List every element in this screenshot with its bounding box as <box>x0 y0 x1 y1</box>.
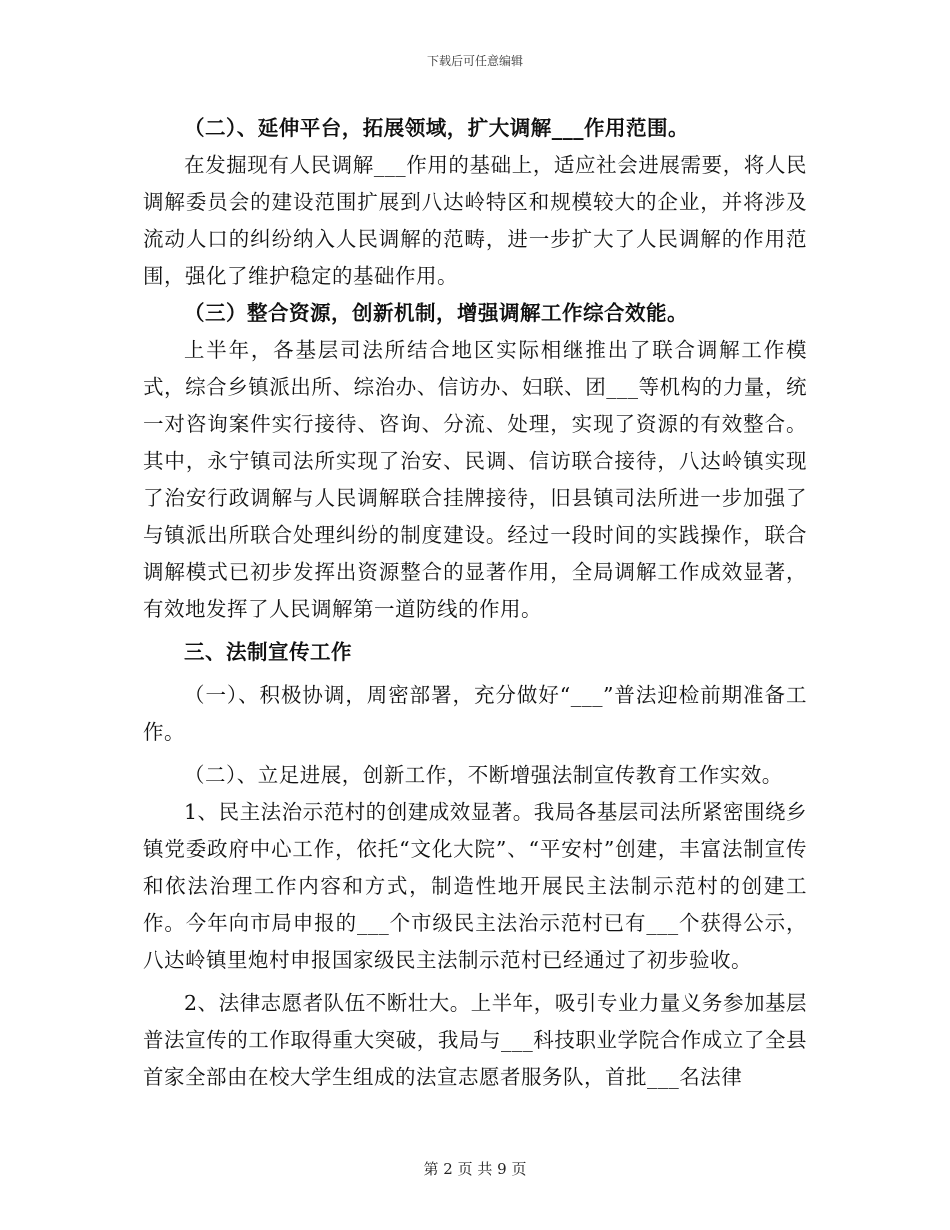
section-heading-legal-publicity: 三、法制宣传工作 <box>184 640 352 664</box>
document-body <box>143 110 807 1096</box>
subheading-2-innovate: （二）、立足进展，创新工作，不断增强法制宣传教育工作实效。 <box>184 763 783 787</box>
page-header: 下载后可任意编辑 <box>426 54 523 68</box>
heading-2-extend-platform: （二）、延伸平台，拓展领域，扩大调解___作用范围。 <box>184 116 689 140</box>
paragraph-volunteer-team: 2、法律志愿者队伍不断壮大。上半年，吸引专业力量义务参加基层普法宣传的工作取得重大突破，我局与___科技职业学院合作成立了全县首家全部由在校大学生组成的法宣志愿者服务队，首批___名法律 <box>143 991 807 1089</box>
paragraph-joint-mediation: 上半年，各基层司法所结合地区实际相继推出了联合调解工作模式，综合乡镇派出所、综治办、信访办、妇联、团___等机构的力量，统一对咨询案件实行接待、咨询、分流、处理，实现了资源的有效整合。其中，永宁镇司法所实现了治安、民调、信访联合接待，八达岭镇实现了治安行政调解与人民调解联合挂牌接待，旧县镇司法所进一步加强了与镇派出所联合处理纠纷的制度建设。经过一段时间的实践操作，联合调解模式已初步发挥出资源整合的显著作用，全局调解工作成效显著，有效地发挥了人民调解第一道防线的作用。 <box>143 338 807 621</box>
heading-3-integrate-resources: （三）整合资源，创新机制，增强调解工作综合效能。 <box>184 301 688 325</box>
paragraph-demonstration-village: 1、民主法治示范村的创建成效显著。我局各基层司法所紧密围绕乡镇党委政府中心工作，依托“文化大院”、“平安村”创建，丰富法制宣传和依法治理工作内容和方式，制造性地开展民主法制示范村的创建工作。今年向市局申报的___个市级民主法治示范村已有___个获得公示，八达岭镇里炮村申报国家级民主法制示范村已经通过了初步验收。 <box>143 800 807 972</box>
paragraph-extend-scope: 在发掘现有人民调解___作用的基础上，适应社会进展需要，将人民调解委员会的建设范围扩展到八达岭特区和规模较大的企业，并将涉及流动人口的纠纷纳入人民调解的范畴，进一步扩大了人民调解的作用范围，强化了维护稳定的基础作用。 <box>143 153 807 288</box>
subheading-1-coordinate: （一）、积极协调，周密部署，充分做好“___”普法迎检前期准备工作。 <box>143 683 807 744</box>
page-number: 第 2 页 共 9 页 <box>423 1160 527 1178</box>
